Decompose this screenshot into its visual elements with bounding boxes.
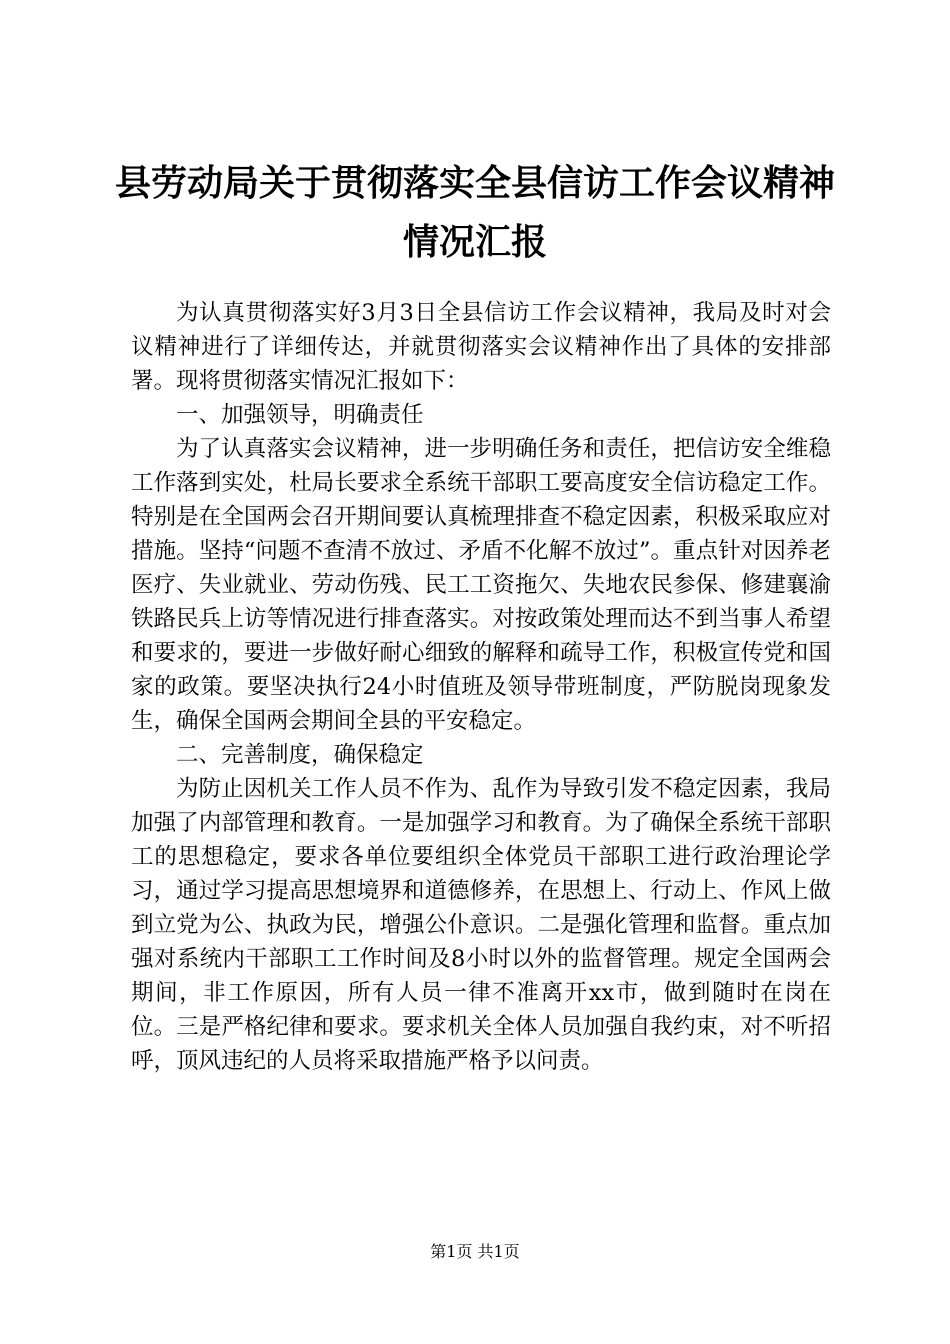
section1-heading: 一、加强领导，明确责任	[176, 402, 424, 428]
page-footer: 第1页 共1页	[430, 1242, 520, 1261]
section2-paragraph: 为防止因机关工作人员不作为、乱作为导致引发不稳定因素，我局加强了内部管理和教育。一是加强学习和教育。为了确保全系统干部职工的思想稳定，要求各单位要组织全体党员干部职工进行政治理论学习，通过学习提高思想境界和道德修养，在思想上、行动上、作风上做到立党为公、执政为民，增强公仆意识。二是强化管理和监督。重点加强对系统内干部职工工作时间及8小时以外的监督管理。规定全国两会期间，非工作原因，所有人员一律不准离开xx市，做到随时在岗在位。三是严格纪律和要求。要求机关全体人员加强自我约束，对不听招呼，顶风违纪的人员将采取措施严格予以问责。	[131, 776, 831, 1074]
document-title-line1: 县劳动局关于贯彻落实全县信访工作会议精神	[114, 163, 835, 204]
intro-paragraph: 为认真贯彻落实好3月3日全县信访工作会议精神，我局及时对会议精神进行了详细传达，并就贯彻落实会议精神作出了具体的安排部署。现将贯彻落实情况汇报如下：	[131, 300, 831, 394]
document-body	[131, 296, 831, 1078]
section1-paragraph: 为了认真落实会议精神，进一步明确任务和责任，把信访安全维稳工作落到实处，杜局长要求全系统干部职工要高度安全信访稳定工作。特别是在全国两会召开期间要认真梳理排查不稳定因素，积极采取应对措施。坚持“问题不查清不放过、矛盾不化解不放过”。重点针对因养老医疗、失业就业、劳动伤残、民工工资拖欠、失地农民参保、修建襄渝铁路民兵上访等情况进行排查落实。对按政策处理而达不到当事人希望和要求的，要进一步做好耐心细致的解释和疏导工作，积极宣传党和国家的政策。要坚决执行24小时值班及领导带班制度，严防脱岗现象发生，确保全国两会期间全县的平安稳定。	[131, 436, 831, 734]
section2-heading: 二、完善制度，确保稳定	[176, 742, 424, 768]
document-title-line2: 情况汇报	[402, 222, 547, 263]
